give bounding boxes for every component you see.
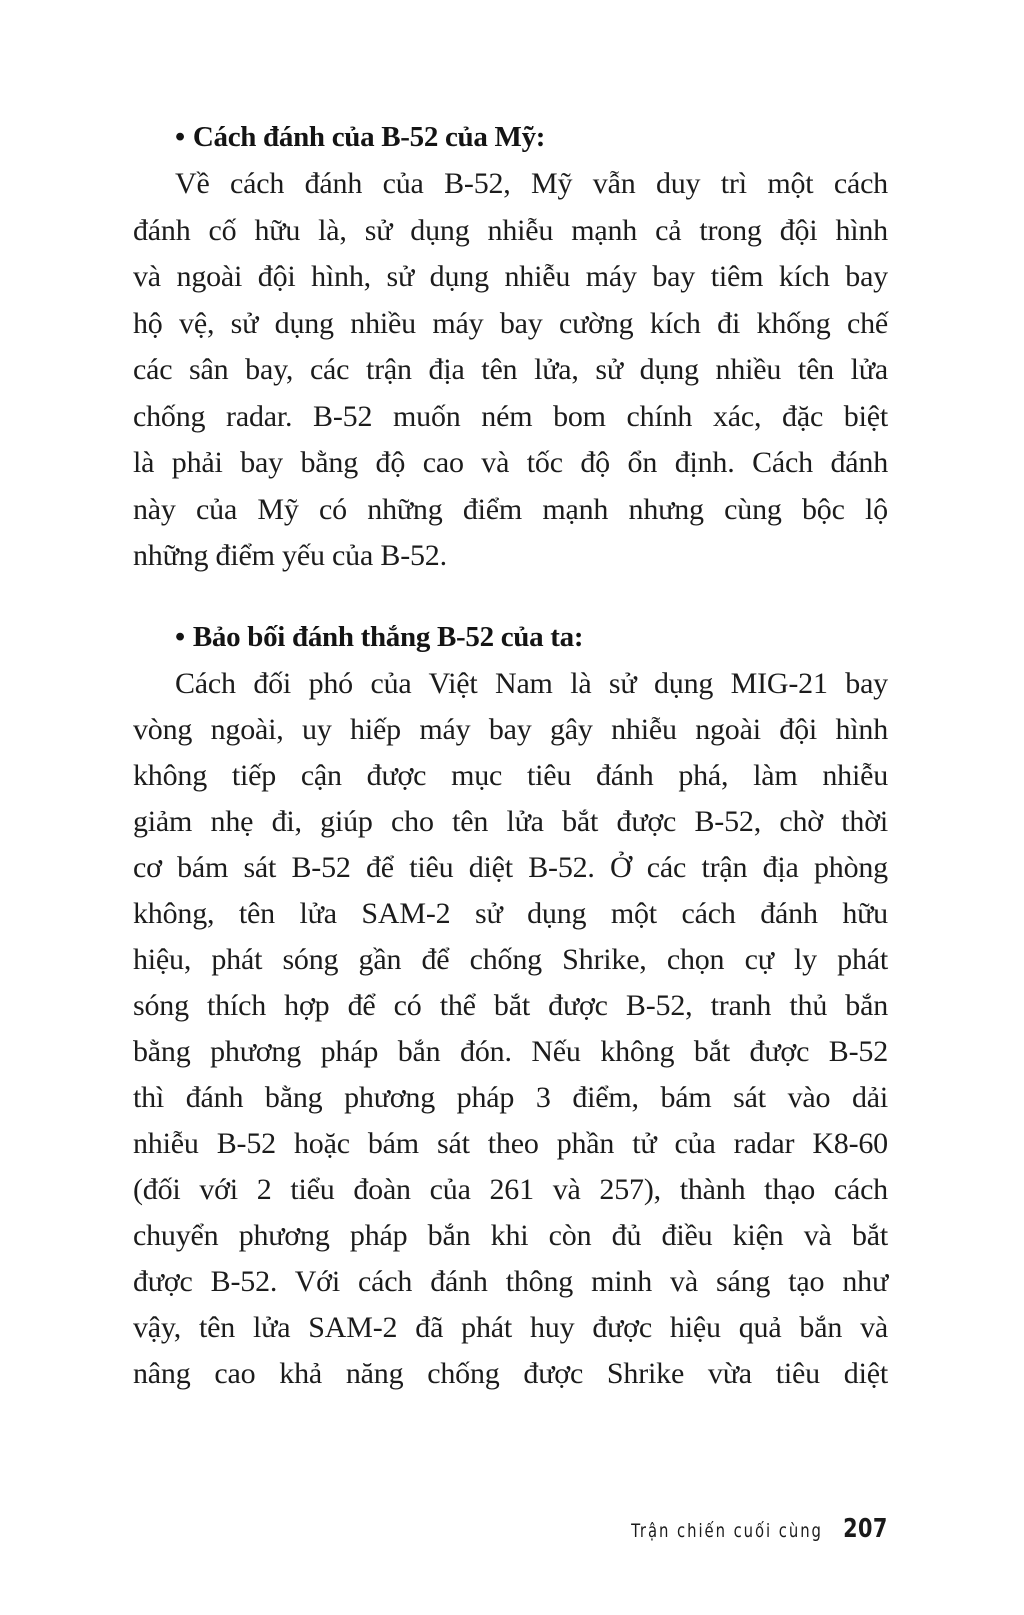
heading-text: Bảo bối đánh thắng B-52 của ta: <box>192 621 584 653</box>
paragraph-line: hiệu, phát sóng gần để chống Shrike, chọn cự ly phát <box>133 943 888 976</box>
paragraph-line: đánh cố hữu là, sử dụng nhiễu mạnh cả trong đội hình <box>133 214 888 247</box>
paragraph-line: này của Mỹ có những điểm mạnh nhưng cùng bộc lộ <box>133 493 888 526</box>
paragraph-line: không tiếp cận được mục tiêu đánh phá, làm nhiễu <box>133 759 888 792</box>
section-heading-us-tactics <box>175 117 545 157</box>
paragraph-line: chống radar. B-52 muốn ném bom chính xác, đặc biệt <box>133 400 888 433</box>
paragraph-line: là phải bay bằng độ cao và tốc độ ổn định. Cách đánh <box>133 446 888 479</box>
paragraph-line: các sân bay, các trận địa tên lửa, sử dụng nhiều tên lửa <box>133 353 888 386</box>
bullet-icon: • <box>175 621 185 653</box>
paragraph-line: những điểm yếu của B-52. <box>133 539 447 572</box>
paragraph-line: nâng cao khả năng chống được Shrike vừa tiêu diệt <box>133 1357 888 1390</box>
paragraph-line: vậy, tên lửa SAM-2 đã phát huy được hiệu quả bắn và <box>133 1311 888 1344</box>
paragraph-line: cơ bám sát B-52 để tiêu diệt B-52. Ở các trận địa phòng <box>133 851 888 884</box>
paragraph-line: Về cách đánh của B-52, Mỹ vẫn duy trì một cách <box>175 167 888 200</box>
paragraph-line: nhiễu B-52 hoặc bám sát theo phần tử của radar K8-60 <box>133 1127 888 1160</box>
page-footer <box>577 1512 888 1546</box>
paragraph-line: không, tên lửa SAM-2 sử dụng một cách đánh hữu <box>133 897 888 930</box>
paragraph-line: thì đánh bằng phương pháp 3 điểm, bám sát vào dải <box>133 1081 888 1114</box>
paragraph-line: (đối với 2 tiểu đoàn của 261 và 257), thành thạo cách <box>133 1173 888 1206</box>
paragraph-line: Cách đối phó của Việt Nam là sử dụng MIG-21 bay <box>175 667 888 700</box>
heading-text: Cách đánh của B-52 của Mỹ: <box>192 121 546 153</box>
running-title: Trận chiến cuối cùng <box>631 1520 824 1542</box>
bullet-icon: • <box>175 121 185 153</box>
paragraph-line: sóng thích hợp để có thể bắt được B-52, tranh thủ bắn <box>133 989 888 1022</box>
paragraph-line: bằng phương pháp bắn đón. Nếu không bắt được B-52 <box>133 1035 888 1068</box>
paragraph-line: và ngoài đội hình, sử dụng nhiễu máy bay tiêm kích bay <box>133 260 888 293</box>
paragraph-line: vòng ngoài, uy hiếp máy bay gây nhiễu ngoài đội hình <box>133 713 888 746</box>
paragraph-line: được B-52. Với cách đánh thông minh và sáng tạo như <box>133 1265 888 1298</box>
paragraph-line: giảm nhẹ đi, giúp cho tên lửa bắt được B-52, chờ thời <box>133 805 888 838</box>
section-heading-vn-countermeasures <box>175 617 583 657</box>
page-number: 207 <box>843 1514 888 1544</box>
paragraph-line: chuyển phương pháp bắn khi còn đủ điều kiện và bắt <box>133 1219 888 1252</box>
paragraph-line: hộ vệ, sử dụng nhiều máy bay cường kích đi khống chế <box>133 307 888 340</box>
